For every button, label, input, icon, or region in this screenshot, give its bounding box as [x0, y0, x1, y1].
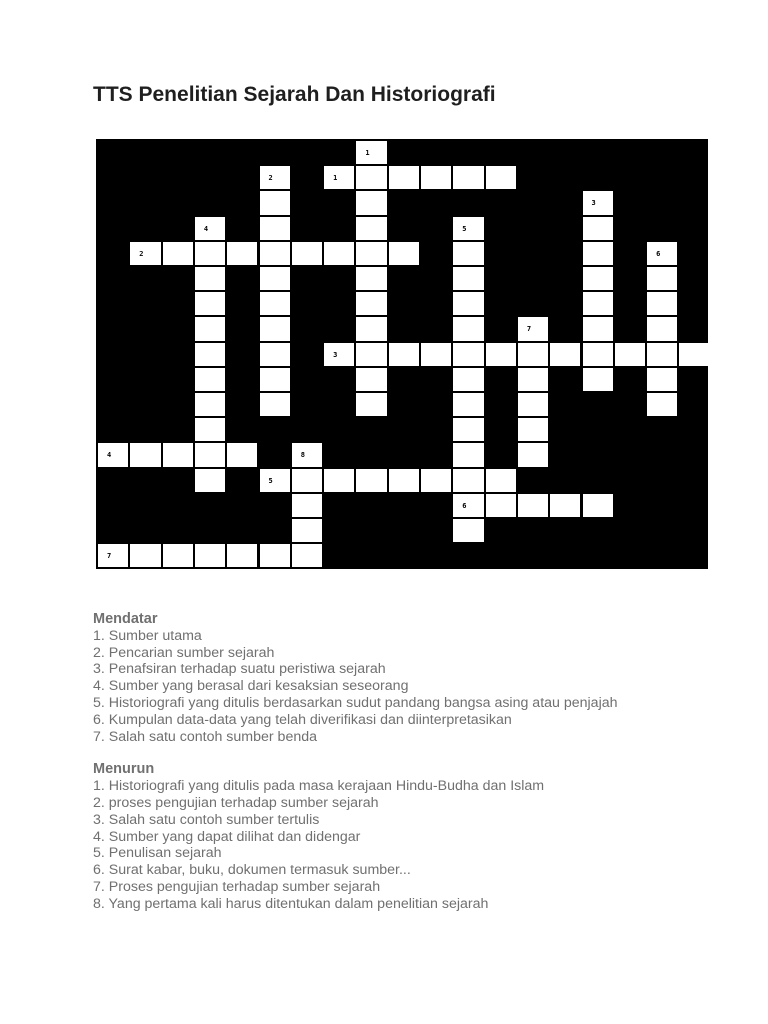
- crossword-cell[interactable]: [582, 216, 614, 241]
- crossword-cell[interactable]: [517, 493, 549, 518]
- clue-number: 5: [462, 224, 467, 233]
- crossword-cell[interactable]: [259, 543, 291, 568]
- crossword-cell[interactable]: [162, 442, 194, 467]
- crossword-cell[interactable]: [97, 543, 129, 568]
- crossword-cell[interactable]: [194, 442, 226, 467]
- crossword-cell[interactable]: [323, 165, 355, 190]
- crossword-cell[interactable]: [226, 442, 258, 467]
- crossword-cell[interactable]: [452, 266, 484, 291]
- clue-number: 4: [107, 451, 112, 460]
- crossword-cell[interactable]: [194, 241, 226, 266]
- crossword-cell[interactable]: [646, 266, 678, 291]
- clue-number: 2: [268, 174, 273, 183]
- crossword-cell[interactable]: [646, 367, 678, 392]
- crossword-cell[interactable]: [452, 493, 484, 518]
- crossword-grid: [96, 139, 708, 569]
- clue-number: 4: [203, 224, 209, 233]
- crossword-cell[interactable]: [259, 468, 291, 493]
- crossword-cell[interactable]: [355, 190, 387, 215]
- crossword-cell[interactable]: [582, 190, 614, 215]
- page-title: TTS Penelitian Sejarah Dan Historiografi: [93, 83, 496, 106]
- crossword-cell[interactable]: [388, 342, 420, 367]
- crossword-cell[interactable]: [452, 442, 484, 467]
- crossword-cell[interactable]: [259, 216, 291, 241]
- clue-number: 6: [656, 249, 661, 258]
- menurun-clue: 8. Yang pertama kali harus ditentukan dalam penelitian sejarah: [93, 895, 489, 912]
- crossword-cell[interactable]: [452, 316, 484, 341]
- mendatar-clue: 2. Pencarian sumber sejarah: [93, 644, 275, 661]
- crossword-cell[interactable]: [517, 342, 549, 367]
- crossword-cell[interactable]: [420, 165, 452, 190]
- crossword-cell[interactable]: [129, 241, 161, 266]
- crossword-cell[interactable]: [517, 367, 549, 392]
- crossword-cell[interactable]: [162, 241, 194, 266]
- crossword-cell[interactable]: [452, 291, 484, 316]
- crossword-cell[interactable]: [226, 543, 258, 568]
- clue-number: 8: [300, 451, 306, 460]
- menurun-clue: 2. proses pengujian terhadap sumber sejarah: [93, 794, 379, 811]
- mendatar-heading: Mendatar: [93, 611, 158, 627]
- crossword-cell[interactable]: [194, 342, 226, 367]
- crossword-cell[interactable]: [291, 468, 323, 493]
- crossword-cell[interactable]: [582, 241, 614, 266]
- crossword-cell[interactable]: [420, 342, 452, 367]
- crossword-cell[interactable]: [582, 342, 614, 367]
- crossword-cell[interactable]: [388, 165, 420, 190]
- crossword-cell[interactable]: [323, 468, 355, 493]
- crossword-cell[interactable]: [259, 165, 291, 190]
- crossword-cell[interactable]: [452, 241, 484, 266]
- crossword-cell[interactable]: [194, 392, 226, 417]
- clue-number: 2: [139, 249, 144, 258]
- crossword-cell[interactable]: [646, 241, 678, 266]
- crossword-cell[interactable]: [452, 216, 484, 241]
- crossword-cell[interactable]: [291, 241, 323, 266]
- crossword-cell[interactable]: [485, 342, 517, 367]
- clue-number: 1: [333, 174, 338, 183]
- crossword-cell[interactable]: [582, 266, 614, 291]
- crossword-cell[interactable]: [291, 442, 323, 467]
- crossword-cell[interactable]: [517, 442, 549, 467]
- crossword-cell[interactable]: [194, 316, 226, 341]
- crossword-cell[interactable]: [194, 468, 226, 493]
- crossword-cell[interactable]: [194, 543, 226, 568]
- mendatar-clue: 1. Sumber utama: [93, 627, 202, 644]
- crossword-cell[interactable]: [259, 190, 291, 215]
- crossword-cell[interactable]: [323, 342, 355, 367]
- crossword-cell[interactable]: [485, 468, 517, 493]
- crossword-cell[interactable]: [355, 316, 387, 341]
- clue-number: 3: [591, 199, 596, 208]
- crossword-cell[interactable]: [194, 417, 226, 442]
- crossword-cell[interactable]: [291, 518, 323, 543]
- crossword-cell[interactable]: [355, 266, 387, 291]
- crossword-cell[interactable]: [259, 342, 291, 367]
- crossword-cell[interactable]: [194, 291, 226, 316]
- crossword-cell[interactable]: [452, 367, 484, 392]
- crossword-cell[interactable]: [646, 392, 678, 417]
- crossword-cell[interactable]: [194, 266, 226, 291]
- crossword-cell[interactable]: [355, 165, 387, 190]
- mendatar-clue-list: [93, 628, 733, 746]
- crossword-cell[interactable]: [517, 316, 549, 341]
- crossword-cell[interactable]: [194, 216, 226, 241]
- crossword-cell[interactable]: [517, 392, 549, 417]
- mendatar-clue: 3. Penafsiran terhadap suatu peristiwa sejarah: [93, 661, 386, 678]
- crossword-cell[interactable]: [582, 367, 614, 392]
- crossword-cell[interactable]: [129, 543, 161, 568]
- crossword-cell[interactable]: [355, 291, 387, 316]
- crossword-cell[interactable]: [388, 241, 420, 266]
- crossword-cell[interactable]: [485, 165, 517, 190]
- crossword-cell[interactable]: [194, 367, 226, 392]
- crossword-cell[interactable]: [355, 367, 387, 392]
- menurun-clue: 1. Historiografi yang ditulis pada masa kerajaan Hindu-Budha dan Islam: [93, 778, 545, 795]
- crossword-cell[interactable]: [452, 342, 484, 367]
- mendatar-clue: 7. Salah satu contoh sumber benda: [93, 728, 318, 745]
- crossword-cell[interactable]: [355, 140, 387, 165]
- menurun-clue: 3. Salah satu contoh sumber tertulis: [93, 811, 320, 828]
- crossword-cell[interactable]: [355, 468, 387, 493]
- menurun-clue-list: [93, 778, 733, 912]
- menurun-clue: 4. Sumber yang dapat dilihat dan didengar: [93, 828, 361, 845]
- crossword-cell[interactable]: [452, 165, 484, 190]
- menurun-heading: Menurun: [93, 761, 155, 778]
- crossword-cell[interactable]: [97, 442, 129, 467]
- crossword-cell[interactable]: [259, 266, 291, 291]
- crossword-cell[interactable]: [452, 518, 484, 543]
- menurun-clue: 6. Surat kabar, buku, dokumen termasuk sumber...: [93, 862, 411, 879]
- clue-number: 3: [333, 350, 338, 359]
- crossword-cell[interactable]: [549, 493, 581, 518]
- mendatar-section: [93, 611, 733, 745]
- crossword-cell[interactable]: [388, 468, 420, 493]
- crossword-cell[interactable]: [614, 342, 646, 367]
- clue-number: 6: [462, 501, 467, 510]
- crossword-cell[interactable]: [323, 241, 355, 266]
- crossword-cell[interactable]: [582, 493, 614, 518]
- crossword-cell[interactable]: [452, 392, 484, 417]
- crossword-cell[interactable]: [517, 417, 549, 442]
- crossword-cell[interactable]: [291, 493, 323, 518]
- clue-number: 7: [526, 325, 532, 334]
- crossword-cell[interactable]: [259, 316, 291, 341]
- mendatar-clue: 6. Kumpulan data-data yang telah diverifikasi dan diinterpretasikan: [93, 711, 512, 728]
- mendatar-clue: 4. Sumber yang berasal dari kesaksian seseorang: [93, 678, 409, 695]
- crossword-cell[interactable]: [355, 392, 387, 417]
- crossword-cell[interactable]: [226, 241, 258, 266]
- crossword-cell[interactable]: [452, 468, 484, 493]
- menurun-section: [93, 761, 733, 912]
- crossword-cell[interactable]: [162, 543, 194, 568]
- crossword-cell[interactable]: [129, 442, 161, 467]
- crossword-cell[interactable]: [259, 392, 291, 417]
- crossword-cell[interactable]: [646, 291, 678, 316]
- menurun-clue: 7. Proses pengujian terhadap sumber sejarah: [93, 878, 381, 895]
- crossword-cell[interactable]: [259, 367, 291, 392]
- menurun-clue: 5. Penulisan sejarah: [93, 845, 222, 862]
- crossword-cell[interactable]: [420, 468, 452, 493]
- clues-section: [93, 611, 733, 913]
- crossword-cell[interactable]: [646, 342, 678, 367]
- crossword-cell[interactable]: [355, 216, 387, 241]
- mendatar-clue: 5. Historiografi yang ditulis berdasarkan sudut pandang bangsa asing atau penjajah: [93, 694, 618, 711]
- crossword-cell[interactable]: [355, 241, 387, 266]
- crossword-cell[interactable]: [355, 342, 387, 367]
- crossword-cell[interactable]: [452, 417, 484, 442]
- crossword-cell[interactable]: [259, 241, 291, 266]
- crossword-cell[interactable]: [582, 291, 614, 316]
- crossword-cell[interactable]: [259, 291, 291, 316]
- crossword-cell[interactable]: [678, 342, 708, 367]
- crossword-cell[interactable]: [291, 543, 323, 568]
- clue-number: 7: [107, 552, 112, 561]
- crossword-cell[interactable]: [485, 493, 517, 518]
- crossword-cell[interactable]: [549, 342, 581, 367]
- crossword-cell[interactable]: [582, 316, 614, 341]
- crossword-cell[interactable]: [646, 316, 678, 341]
- clue-number: 1: [365, 149, 370, 157]
- clue-number: 5: [268, 476, 273, 485]
